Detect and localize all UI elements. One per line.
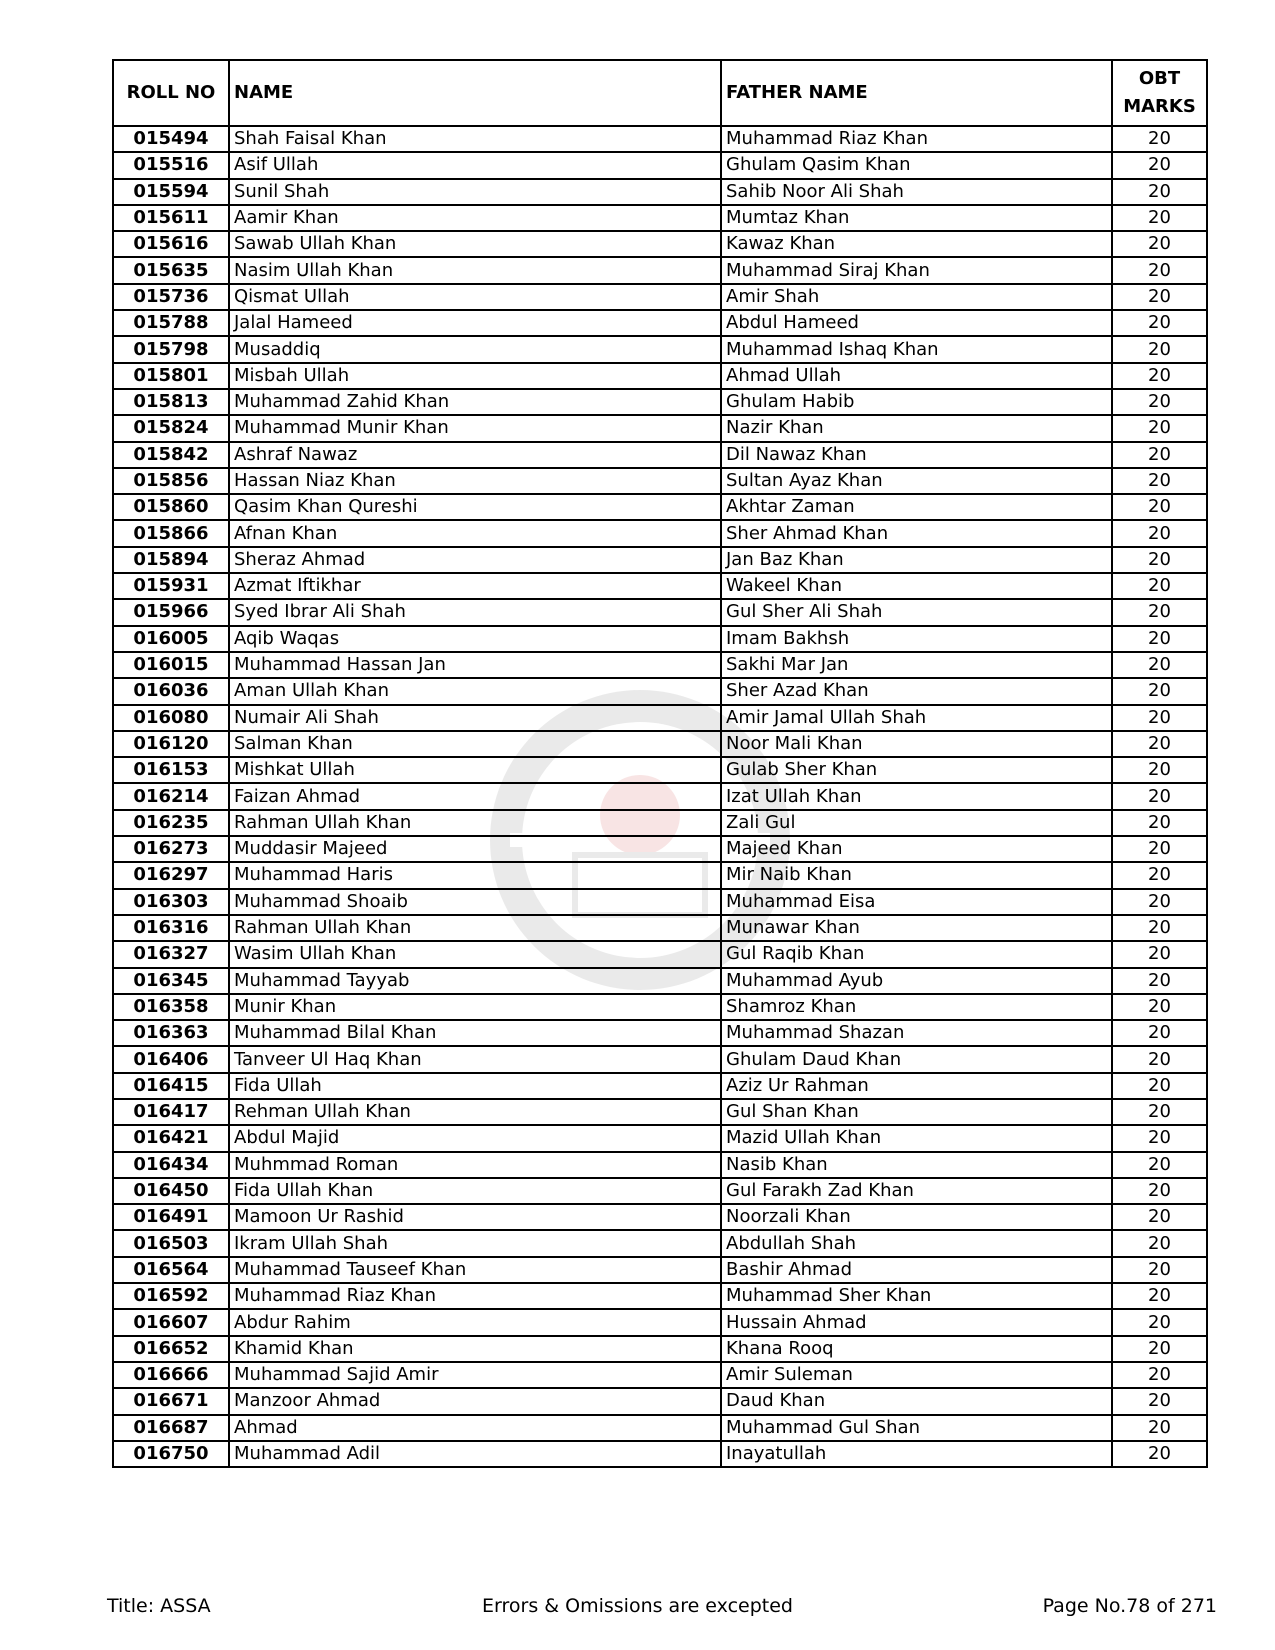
- father-name-cell: Hussain Ahmad: [721, 1309, 1112, 1335]
- table-row: [113, 1441, 1207, 1467]
- roll-no-cell: 015894: [113, 547, 229, 573]
- father-name-cell: Ahmad Ullah: [721, 363, 1112, 389]
- results-table: [112, 59, 1208, 1468]
- roll-no-cell: 016421: [113, 1125, 229, 1151]
- table-row: [113, 468, 1207, 494]
- name-cell: Abdur Rahim: [229, 1309, 721, 1335]
- obt-marks-cell: 20: [1112, 1204, 1207, 1230]
- roll-no-cell: 015516: [113, 152, 229, 178]
- name-cell: Muhammad Shoaib: [229, 889, 721, 915]
- obt-marks-cell: 20: [1112, 836, 1207, 862]
- father-name-cell: Ghulam Daud Khan: [721, 1046, 1112, 1072]
- roll-no-cell: 016503: [113, 1230, 229, 1256]
- table-row: [113, 1178, 1207, 1204]
- footer-page-number: Page No.78 of 271: [1042, 1595, 1217, 1617]
- roll-no-cell: 015736: [113, 284, 229, 310]
- table-row: [113, 757, 1207, 783]
- table-row: [113, 1283, 1207, 1309]
- table-row: [113, 1336, 1207, 1362]
- obt-marks-cell: 20: [1112, 1046, 1207, 1072]
- header-name: NAME: [229, 60, 721, 126]
- footer-title: Title: ASSA: [107, 1595, 211, 1617]
- name-cell: Wasim Ullah Khan: [229, 941, 721, 967]
- name-cell: Fida Ullah: [229, 1073, 721, 1099]
- name-cell: Khamid Khan: [229, 1336, 721, 1362]
- obt-marks-cell: 20: [1112, 731, 1207, 757]
- name-cell: Misbah Ullah: [229, 363, 721, 389]
- roll-no-cell: 015813: [113, 389, 229, 415]
- father-name-cell: Nasib Khan: [721, 1152, 1112, 1178]
- father-name-cell: Mir Naib Khan: [721, 862, 1112, 888]
- table-row: [113, 1415, 1207, 1441]
- roll-no-cell: 016666: [113, 1362, 229, 1388]
- obt-marks-cell: 20: [1112, 1257, 1207, 1283]
- father-name-cell: Dil Nawaz Khan: [721, 442, 1112, 468]
- obt-marks-cell: 20: [1112, 520, 1207, 546]
- table-row: [113, 284, 1207, 310]
- obt-marks-cell: 20: [1112, 941, 1207, 967]
- table-row: [113, 862, 1207, 888]
- father-name-cell: Ghulam Habib: [721, 389, 1112, 415]
- table-row: [113, 389, 1207, 415]
- father-name-cell: Daud Khan: [721, 1388, 1112, 1414]
- roll-no-cell: 016015: [113, 652, 229, 678]
- name-cell: Muhammad Adil: [229, 1441, 721, 1467]
- table-row: [113, 994, 1207, 1020]
- name-cell: Sheraz Ahmad: [229, 547, 721, 573]
- name-cell: Qismat Ullah: [229, 284, 721, 310]
- obt-marks-cell: 20: [1112, 705, 1207, 731]
- roll-no-cell: 016687: [113, 1415, 229, 1441]
- name-cell: Rahman Ullah Khan: [229, 915, 721, 941]
- father-name-cell: Gul Sher Ali Shah: [721, 599, 1112, 625]
- obt-marks-cell: 20: [1112, 652, 1207, 678]
- roll-no-cell: 015824: [113, 415, 229, 441]
- roll-no-cell: 015860: [113, 494, 229, 520]
- header-obt-marks-line2: MARKS: [1123, 96, 1196, 117]
- roll-no-cell: 016303: [113, 889, 229, 915]
- header-obt-marks-line1: OBT: [1138, 68, 1181, 89]
- roll-no-cell: 016153: [113, 757, 229, 783]
- father-name-cell: Imam Bakhsh: [721, 626, 1112, 652]
- father-name-cell: Bashir Ahmad: [721, 1257, 1112, 1283]
- roll-no-cell: 015966: [113, 599, 229, 625]
- father-name-cell: Nazir Khan: [721, 415, 1112, 441]
- name-cell: Ashraf Nawaz: [229, 442, 721, 468]
- obt-marks-cell: 20: [1112, 310, 1207, 336]
- father-name-cell: Mazid Ullah Khan: [721, 1125, 1112, 1151]
- father-name-cell: Muhammad Ishaq Khan: [721, 336, 1112, 362]
- obt-marks-cell: 20: [1112, 783, 1207, 809]
- obt-marks-cell: 20: [1112, 573, 1207, 599]
- name-cell: Hassan Niaz Khan: [229, 468, 721, 494]
- father-name-cell: Amir Shah: [721, 284, 1112, 310]
- name-cell: Abdul Majid: [229, 1125, 721, 1151]
- name-cell: Muhammad Bilal Khan: [229, 1020, 721, 1046]
- roll-no-cell: 016120: [113, 731, 229, 757]
- name-cell: Syed Ibrar Ali Shah: [229, 599, 721, 625]
- obt-marks-cell: 20: [1112, 994, 1207, 1020]
- father-name-cell: Muhammad Gul Shan: [721, 1415, 1112, 1441]
- father-name-cell: Amir Jamal Ullah Shah: [721, 705, 1112, 731]
- obt-marks-cell: 20: [1112, 1283, 1207, 1309]
- father-name-cell: Gul Farakh Zad Khan: [721, 1178, 1112, 1204]
- obt-marks-cell: 20: [1112, 257, 1207, 283]
- obt-marks-cell: 20: [1112, 494, 1207, 520]
- roll-no-cell: 016327: [113, 941, 229, 967]
- footer-disclaimer: Errors & Omissions are excepted: [482, 1595, 793, 1617]
- father-name-cell: Gulab Sher Khan: [721, 757, 1112, 783]
- roll-no-cell: 015788: [113, 310, 229, 336]
- father-name-cell: Muhammad Sher Khan: [721, 1283, 1112, 1309]
- obt-marks-cell: 20: [1112, 915, 1207, 941]
- obt-marks-cell: 20: [1112, 1336, 1207, 1362]
- name-cell: Afnan Khan: [229, 520, 721, 546]
- table-row: [113, 652, 1207, 678]
- roll-no-cell: 015635: [113, 257, 229, 283]
- obt-marks-cell: 20: [1112, 389, 1207, 415]
- roll-no-cell: 016415: [113, 1073, 229, 1099]
- obt-marks-cell: 20: [1112, 126, 1207, 152]
- father-name-cell: Noor Mali Khan: [721, 731, 1112, 757]
- name-cell: Sunil Shah: [229, 179, 721, 205]
- obt-marks-cell: 20: [1112, 468, 1207, 494]
- table-row: [113, 231, 1207, 257]
- obt-marks-cell: 20: [1112, 1178, 1207, 1204]
- father-name-cell: Sahib Noor Ali Shah: [721, 179, 1112, 205]
- roll-no-cell: 016434: [113, 1152, 229, 1178]
- father-name-cell: Abdul Hameed: [721, 310, 1112, 336]
- father-name-cell: Gul Raqib Khan: [721, 941, 1112, 967]
- roll-no-cell: 015931: [113, 573, 229, 599]
- obt-marks-cell: 20: [1112, 599, 1207, 625]
- roll-no-cell: 016297: [113, 862, 229, 888]
- obt-marks-cell: 20: [1112, 336, 1207, 362]
- obt-marks-cell: 20: [1112, 1099, 1207, 1125]
- father-name-cell: Sakhi Mar Jan: [721, 652, 1112, 678]
- roll-no-cell: 016345: [113, 968, 229, 994]
- name-cell: Aman Ullah Khan: [229, 678, 721, 704]
- name-cell: Muhammad Haris: [229, 862, 721, 888]
- obt-marks-cell: 20: [1112, 442, 1207, 468]
- name-cell: Aqib Waqas: [229, 626, 721, 652]
- table-row: [113, 442, 1207, 468]
- father-name-cell: Amir Suleman: [721, 1362, 1112, 1388]
- roll-no-cell: 016671: [113, 1388, 229, 1414]
- father-name-cell: Munawar Khan: [721, 915, 1112, 941]
- obt-marks-cell: 20: [1112, 547, 1207, 573]
- roll-no-cell: 016450: [113, 1178, 229, 1204]
- father-name-cell: Jan Baz Khan: [721, 547, 1112, 573]
- name-cell: Shah Faisal Khan: [229, 126, 721, 152]
- table-row: [113, 941, 1207, 967]
- roll-no-cell: 016406: [113, 1046, 229, 1072]
- name-cell: Ikram Ullah Shah: [229, 1230, 721, 1256]
- father-name-cell: Akhtar Zaman: [721, 494, 1112, 520]
- name-cell: Muhammad Riaz Khan: [229, 1283, 721, 1309]
- name-cell: Rehman Ullah Khan: [229, 1099, 721, 1125]
- name-cell: Salman Khan: [229, 731, 721, 757]
- roll-no-cell: 016214: [113, 783, 229, 809]
- name-cell: Rahman Ullah Khan: [229, 810, 721, 836]
- table-row: [113, 179, 1207, 205]
- obt-marks-cell: 20: [1112, 205, 1207, 231]
- table-row: [113, 1099, 1207, 1125]
- name-cell: Muddasir Majeed: [229, 836, 721, 862]
- roll-no-cell: 016607: [113, 1309, 229, 1335]
- table-row: [113, 1204, 1207, 1230]
- table-row: [113, 1257, 1207, 1283]
- roll-no-cell: 015594: [113, 179, 229, 205]
- father-name-cell: Muhammad Ayub: [721, 968, 1112, 994]
- table-row: [113, 415, 1207, 441]
- roll-no-cell: 016417: [113, 1099, 229, 1125]
- roll-no-cell: 015842: [113, 442, 229, 468]
- header-father-name: FATHER NAME: [721, 60, 1112, 126]
- roll-no-cell: 016363: [113, 1020, 229, 1046]
- father-name-cell: Shamroz Khan: [721, 994, 1112, 1020]
- name-cell: Muhammad Tauseef Khan: [229, 1257, 721, 1283]
- table-row: [113, 1362, 1207, 1388]
- father-name-cell: Muhammad Shazan: [721, 1020, 1112, 1046]
- roll-no-cell: 016273: [113, 836, 229, 862]
- table-row: [113, 599, 1207, 625]
- father-name-cell: Noorzali Khan: [721, 1204, 1112, 1230]
- table-row: [113, 731, 1207, 757]
- obt-marks-cell: 20: [1112, 415, 1207, 441]
- name-cell: Muhammad Zahid Khan: [229, 389, 721, 415]
- roll-no-cell: 016235: [113, 810, 229, 836]
- obt-marks-cell: 20: [1112, 1125, 1207, 1151]
- roll-no-cell: 015856: [113, 468, 229, 494]
- name-cell: Asif Ullah: [229, 152, 721, 178]
- name-cell: Muhmmad Roman: [229, 1152, 721, 1178]
- name-cell: Muhammad Munir Khan: [229, 415, 721, 441]
- table-row: [113, 1046, 1207, 1072]
- name-cell: Musaddiq: [229, 336, 721, 362]
- obt-marks-cell: 20: [1112, 1388, 1207, 1414]
- roll-no-cell: 015801: [113, 363, 229, 389]
- obt-marks-cell: 20: [1112, 968, 1207, 994]
- name-cell: Tanveer Ul Haq Khan: [229, 1046, 721, 1072]
- table-row: [113, 915, 1207, 941]
- name-cell: Numair Ali Shah: [229, 705, 721, 731]
- roll-no-cell: 015494: [113, 126, 229, 152]
- father-name-cell: Muhammad Eisa: [721, 889, 1112, 915]
- obt-marks-cell: 20: [1112, 179, 1207, 205]
- obt-marks-cell: 20: [1112, 889, 1207, 915]
- table-row: [113, 310, 1207, 336]
- obt-marks-cell: 20: [1112, 626, 1207, 652]
- header-obt-marks: [1112, 60, 1207, 126]
- father-name-cell: Sher Ahmad Khan: [721, 520, 1112, 546]
- roll-no-cell: 016564: [113, 1257, 229, 1283]
- roll-no-cell: 016358: [113, 994, 229, 1020]
- table-row: [113, 968, 1207, 994]
- father-name-cell: Sultan Ayaz Khan: [721, 468, 1112, 494]
- table-row: [113, 520, 1207, 546]
- father-name-cell: Kawaz Khan: [721, 231, 1112, 257]
- father-name-cell: Khana Rooq: [721, 1336, 1112, 1362]
- roll-no-cell: 016592: [113, 1283, 229, 1309]
- roll-no-cell: 016036: [113, 678, 229, 704]
- roll-no-cell: 016316: [113, 915, 229, 941]
- father-name-cell: Muhammad Siraj Khan: [721, 257, 1112, 283]
- father-name-cell: Sher Azad Khan: [721, 678, 1112, 704]
- father-name-cell: Izat Ullah Khan: [721, 783, 1112, 809]
- father-name-cell: Zali Gul: [721, 810, 1112, 836]
- table-row: [113, 1388, 1207, 1414]
- table-row: [113, 257, 1207, 283]
- obt-marks-cell: 20: [1112, 810, 1207, 836]
- father-name-cell: Abdullah Shah: [721, 1230, 1112, 1256]
- table-row: [113, 363, 1207, 389]
- roll-no-cell: 015866: [113, 520, 229, 546]
- father-name-cell: Majeed Khan: [721, 836, 1112, 862]
- table-row: [113, 1309, 1207, 1335]
- roll-no-cell: 016005: [113, 626, 229, 652]
- table-row: [113, 836, 1207, 862]
- table-row: [113, 889, 1207, 915]
- table-row: [113, 573, 1207, 599]
- obt-marks-cell: 20: [1112, 1073, 1207, 1099]
- obt-marks-cell: 20: [1112, 1441, 1207, 1467]
- roll-no-cell: 016491: [113, 1204, 229, 1230]
- obt-marks-cell: 20: [1112, 1309, 1207, 1335]
- father-name-cell: Ghulam Qasim Khan: [721, 152, 1112, 178]
- table-row: [113, 1020, 1207, 1046]
- name-cell: Nasim Ullah Khan: [229, 257, 721, 283]
- name-cell: Manzoor Ahmad: [229, 1388, 721, 1414]
- name-cell: Muhammad Sajid Amir: [229, 1362, 721, 1388]
- table-row: [113, 1152, 1207, 1178]
- name-cell: Jalal Hameed: [229, 310, 721, 336]
- obt-marks-cell: 20: [1112, 231, 1207, 257]
- father-name-cell: Muhammad Riaz Khan: [721, 126, 1112, 152]
- name-cell: Faizan Ahmad: [229, 783, 721, 809]
- obt-marks-cell: 20: [1112, 1362, 1207, 1388]
- obt-marks-cell: 20: [1112, 757, 1207, 783]
- father-name-cell: Inayatullah: [721, 1441, 1112, 1467]
- roll-no-cell: 016652: [113, 1336, 229, 1362]
- header-roll-no: ROLL NO: [113, 60, 229, 126]
- father-name-cell: Wakeel Khan: [721, 573, 1112, 599]
- table-row: [113, 783, 1207, 809]
- roll-no-cell: 016750: [113, 1441, 229, 1467]
- table-row: [113, 810, 1207, 836]
- table-row: [113, 705, 1207, 731]
- obt-marks-cell: 20: [1112, 284, 1207, 310]
- table-row: [113, 678, 1207, 704]
- name-cell: Munir Khan: [229, 994, 721, 1020]
- table-row: [113, 547, 1207, 573]
- table-row: [113, 626, 1207, 652]
- obt-marks-cell: 20: [1112, 862, 1207, 888]
- roll-no-cell: 015616: [113, 231, 229, 257]
- name-cell: Muhammad Tayyab: [229, 968, 721, 994]
- obt-marks-cell: 20: [1112, 678, 1207, 704]
- table-row: [113, 1230, 1207, 1256]
- obt-marks-cell: 20: [1112, 1230, 1207, 1256]
- name-cell: Fida Ullah Khan: [229, 1178, 721, 1204]
- roll-no-cell: 015798: [113, 336, 229, 362]
- name-cell: Muhammad Hassan Jan: [229, 652, 721, 678]
- father-name-cell: Gul Shan Khan: [721, 1099, 1112, 1125]
- name-cell: Azmat Iftikhar: [229, 573, 721, 599]
- header-row: [113, 60, 1207, 126]
- name-cell: Qasim Khan Qureshi: [229, 494, 721, 520]
- obt-marks-cell: 20: [1112, 1020, 1207, 1046]
- table-row: [113, 1073, 1207, 1099]
- father-name-cell: Aziz Ur Rahman: [721, 1073, 1112, 1099]
- table-row: [113, 1125, 1207, 1151]
- roll-no-cell: 016080: [113, 705, 229, 731]
- table-row: [113, 126, 1207, 152]
- name-cell: Sawab Ullah Khan: [229, 231, 721, 257]
- table-row: [113, 494, 1207, 520]
- table-row: [113, 336, 1207, 362]
- father-name-cell: Mumtaz Khan: [721, 205, 1112, 231]
- obt-marks-cell: 20: [1112, 1152, 1207, 1178]
- table-row: [113, 152, 1207, 178]
- name-cell: Mamoon Ur Rashid: [229, 1204, 721, 1230]
- roll-no-cell: 015611: [113, 205, 229, 231]
- name-cell: Aamir Khan: [229, 205, 721, 231]
- obt-marks-cell: 20: [1112, 363, 1207, 389]
- table-row: [113, 205, 1207, 231]
- name-cell: Mishkat Ullah: [229, 757, 721, 783]
- name-cell: Ahmad: [229, 1415, 721, 1441]
- obt-marks-cell: 20: [1112, 152, 1207, 178]
- obt-marks-cell: 20: [1112, 1415, 1207, 1441]
